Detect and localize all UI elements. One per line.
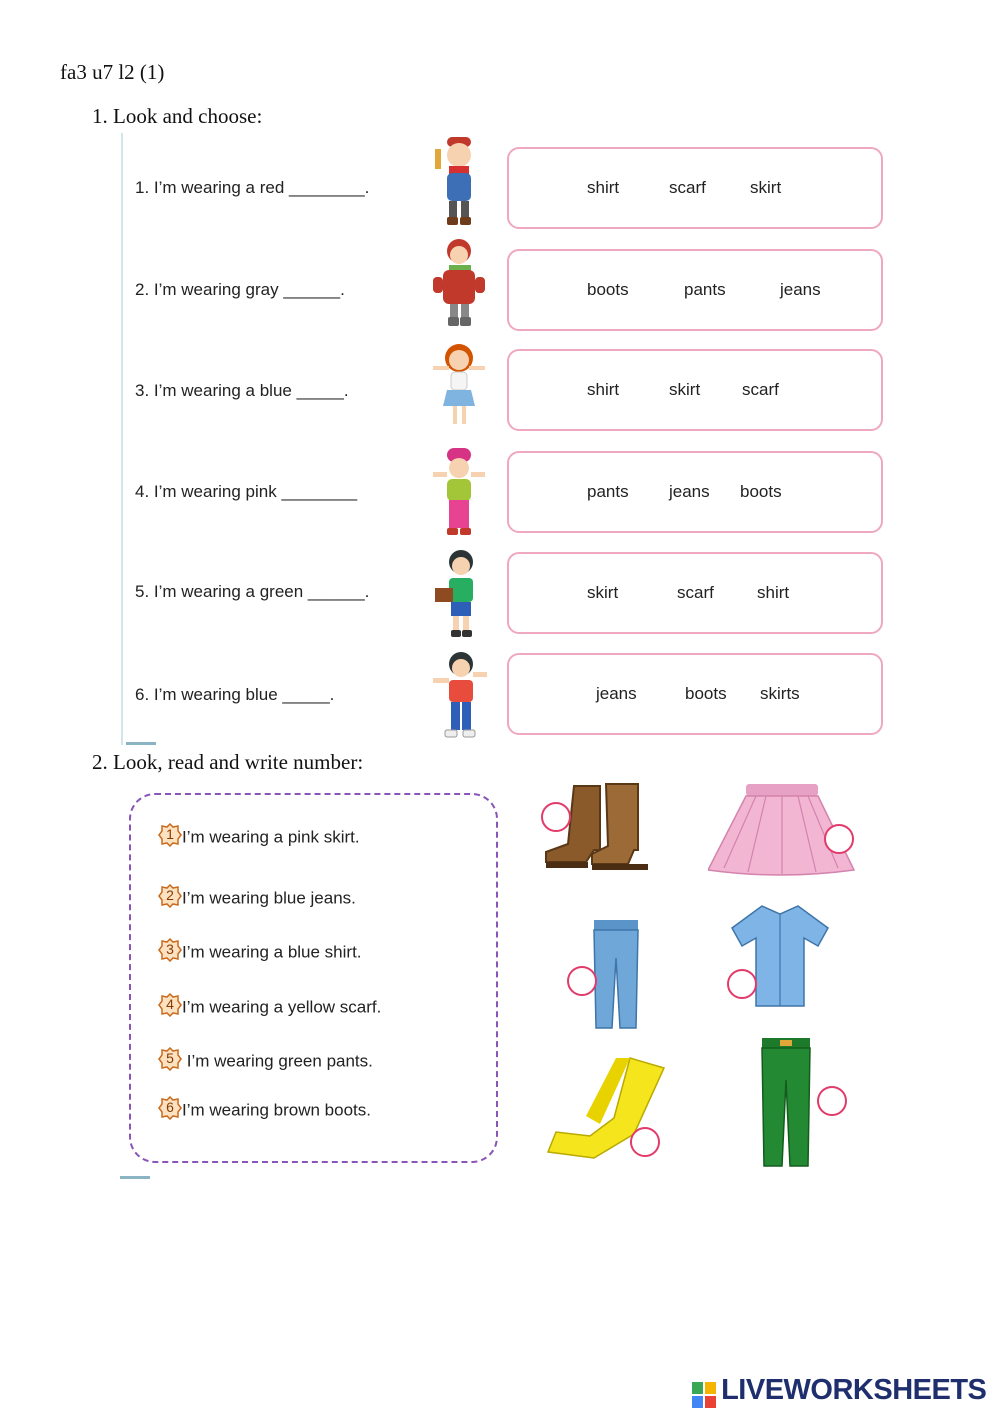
option-1-c[interactable]: skirt [750, 178, 782, 197]
girl-blue-skirt-icon [425, 340, 493, 432]
answer-circle-boots[interactable] [541, 802, 571, 832]
question-sentence-1: 1. I’m wearing a red ________. [135, 178, 370, 197]
question-sentence-6: 6. I’m wearing blue _____. [135, 685, 335, 704]
question-sentence-5: 5. I’m wearing a green ______. [135, 582, 370, 601]
section-1-title: 1. Look and choose: [92, 104, 263, 128]
option-1-a[interactable]: shirt [587, 178, 620, 197]
option-2-a[interactable]: boots [587, 280, 629, 299]
option-1-b[interactable]: scarf [669, 178, 706, 197]
boy-green-shirt-icon [425, 548, 493, 640]
option-5-c[interactable]: shirt [757, 583, 790, 602]
divider-mark-2 [120, 1176, 150, 1179]
number-badge-2: 2 [158, 884, 182, 908]
option-3-a[interactable]: shirt [587, 380, 620, 399]
number-badge-4: 4 [158, 993, 182, 1017]
options-box-1 [507, 147, 883, 229]
answer-circle-scarf[interactable] [630, 1127, 660, 1157]
option-6-a[interactable]: jeans [596, 684, 637, 703]
answer-circle-skirt[interactable] [824, 824, 854, 854]
logo-mark-icon [692, 1382, 716, 1408]
option-2-b[interactable]: pants [684, 280, 726, 299]
list-item-1: 1 I’m wearing a pink skirt. [158, 826, 360, 850]
liveworksheets-logo [692, 1374, 986, 1406]
option-4-a[interactable]: pants [587, 482, 629, 501]
girl-red-coat-icon [425, 237, 493, 329]
options-box-3 [507, 349, 883, 431]
page-title: fa3 u7 l2 (1) [60, 60, 165, 84]
option-3-c[interactable]: scarf [742, 380, 779, 399]
number-badge-1: 1 [158, 823, 182, 847]
number-badge-5: 5 [158, 1047, 182, 1071]
question-sentence-3: 3. I’m wearing a blue _____. [135, 381, 349, 400]
answer-circle-shirt[interactable] [727, 969, 757, 999]
boy-blue-jeans-icon [425, 650, 493, 742]
option-3-b[interactable]: skirt [669, 380, 701, 399]
divider-mark [126, 742, 156, 745]
option-5-b[interactable]: scarf [677, 583, 714, 602]
number-badge-3: 3 [158, 938, 182, 962]
number-badge-6: 6 [158, 1096, 182, 1120]
answer-circle-jeans[interactable] [567, 966, 597, 996]
answer-circle-pants[interactable] [817, 1086, 847, 1116]
section-1-divider [121, 133, 123, 745]
list-item-4: 4 I’m wearing a yellow scarf. [158, 996, 381, 1020]
pants-icon [756, 1036, 816, 1170]
option-6-b[interactable]: boots [685, 684, 727, 703]
girl-pink-pants-icon [425, 446, 493, 538]
options-box-4 [507, 451, 883, 533]
jeans-icon [590, 918, 642, 1030]
option-4-b[interactable]: jeans [669, 482, 710, 501]
option-6-c[interactable]: skirts [760, 684, 800, 703]
logo-text: LIVEWORKSHEETS [721, 1374, 987, 1406]
option-2-c[interactable]: jeans [780, 280, 821, 299]
boy-red-scarf-icon [425, 135, 493, 227]
options-box-2 [507, 249, 883, 331]
question-sentence-2: 2. I’m wearing gray ______. [135, 280, 345, 299]
list-item-3: 3 I’m wearing a blue shirt. [158, 941, 362, 965]
option-5-a[interactable]: skirt [587, 583, 619, 602]
list-item-5: 5 I’m wearing green pants. [158, 1050, 373, 1074]
question-sentence-4: 4. I’m wearing pink ________ [135, 482, 358, 501]
list-item-2: 2 I’m wearing blue jeans. [158, 887, 356, 911]
option-4-c[interactable]: boots [740, 482, 782, 501]
options-box-5 [507, 552, 883, 634]
section-2-title: 2. Look, read and write number: [92, 750, 364, 774]
options-box-6 [507, 653, 883, 735]
list-item-6: 6 I’m wearing brown boots. [158, 1099, 371, 1123]
